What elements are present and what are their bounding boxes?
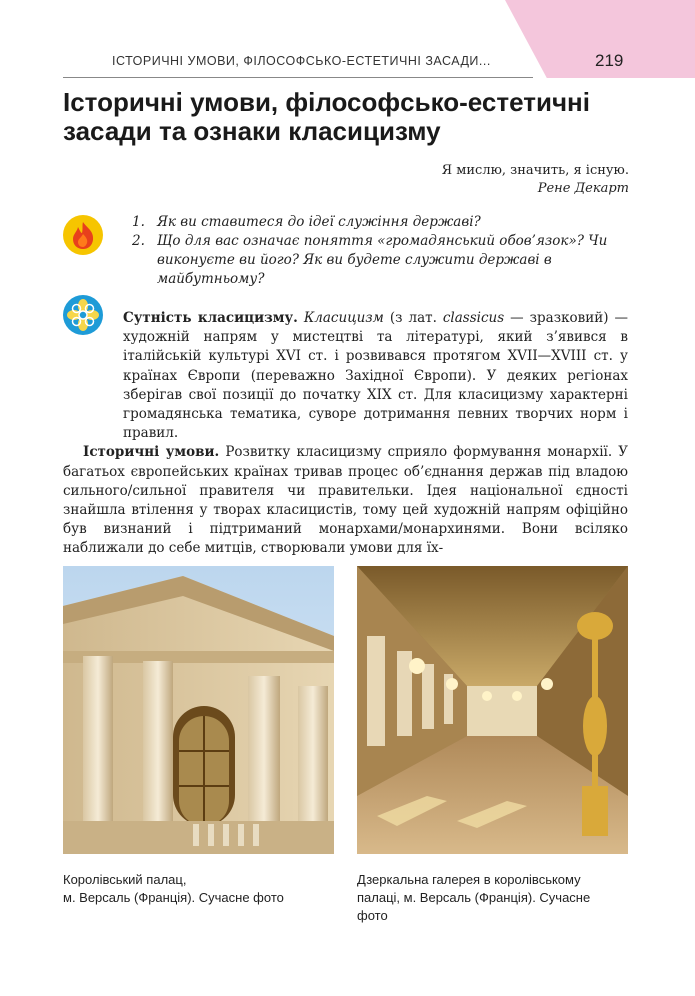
epigraph-author: Рене Декарт [537,181,629,196]
question-item [132,232,632,289]
title-line-2: засади та ознаки класицизму [63,116,441,146]
fire-icon [63,215,103,255]
gallery-photo [357,566,628,854]
questions-list [132,213,632,289]
caption-line: палаці, м. Версаль (Франція). Сучасне [357,890,591,905]
paragraph-history [63,443,628,558]
figure-caption [63,871,343,907]
paragraph-text: — зразковий) — художній напрям у мистецтві та літературі, який з’явився в італійській культурі XVI ст. і розвивався протягом XVII—XVIII ст. у країнах Європи (переважно Західної Європи). У деяких регіонах зберігав свої позиції до початку XIX ст. Для класицизму характерні громадянська тематика, суворе дотримання певних творчих норм і правил. [123,310,628,442]
caption-line: фото [357,908,388,923]
page-number: 219 [595,51,624,70]
caption-line: Королівський палац, [63,872,187,887]
paragraph-essence [63,309,628,443]
caption-line: Дзеркальна галерея в королівському [357,872,581,887]
term-classicism: Класицизм [303,310,384,326]
question-text: Що для вас означає поняття «громадянський обов’язок»? Чи виконуєте ви його? Як ви будете служити державі в майбутньому? [157,233,608,287]
epigraph-quote: Я мислю, значить, я існую. [441,163,629,178]
figure-caption [357,871,637,925]
header-rule [63,77,533,78]
caption-line: м. Версаль (Франція). Сучасне фото [63,890,284,905]
section-heading: Історичні умови. [83,444,220,461]
title-line-1: Історичні умови, філософсько-естетичні [63,87,590,117]
running-header: ІСТОРИЧНІ УМОВИ, ФІЛОСОФСЬКО-ЕСТЕТИЧНІ ЗАСАДИ... [112,54,491,68]
question-item [132,213,632,232]
paragraph-text: Розвитку класицизму сприяло формування монархії. У багатьох європейських країнах тривав процес об’єднання держав під владою сильного/сильної правителя чи правительки. Ідея національної єдності знайшла втілення у творах класицистів, тому цей художній напрям офіційно був визнаний і підтриманий монархами/монархинями. Вони всіляко наближали до себе митців, створювали умови для їх- [63,444,628,557]
section-heading: Сутність класицизму. [123,310,298,326]
question-number: 2. [132,233,145,249]
body-text [63,309,628,559]
epigraph [442,162,629,198]
question-text: Як ви ставитеся до ідеї служіння державі? [157,214,481,230]
question-number: 1. [132,214,145,230]
paragraph-text: (з лат. [383,310,443,326]
latin-word: classicus [442,310,505,326]
palace-photo [63,566,334,854]
page-title [63,88,623,146]
